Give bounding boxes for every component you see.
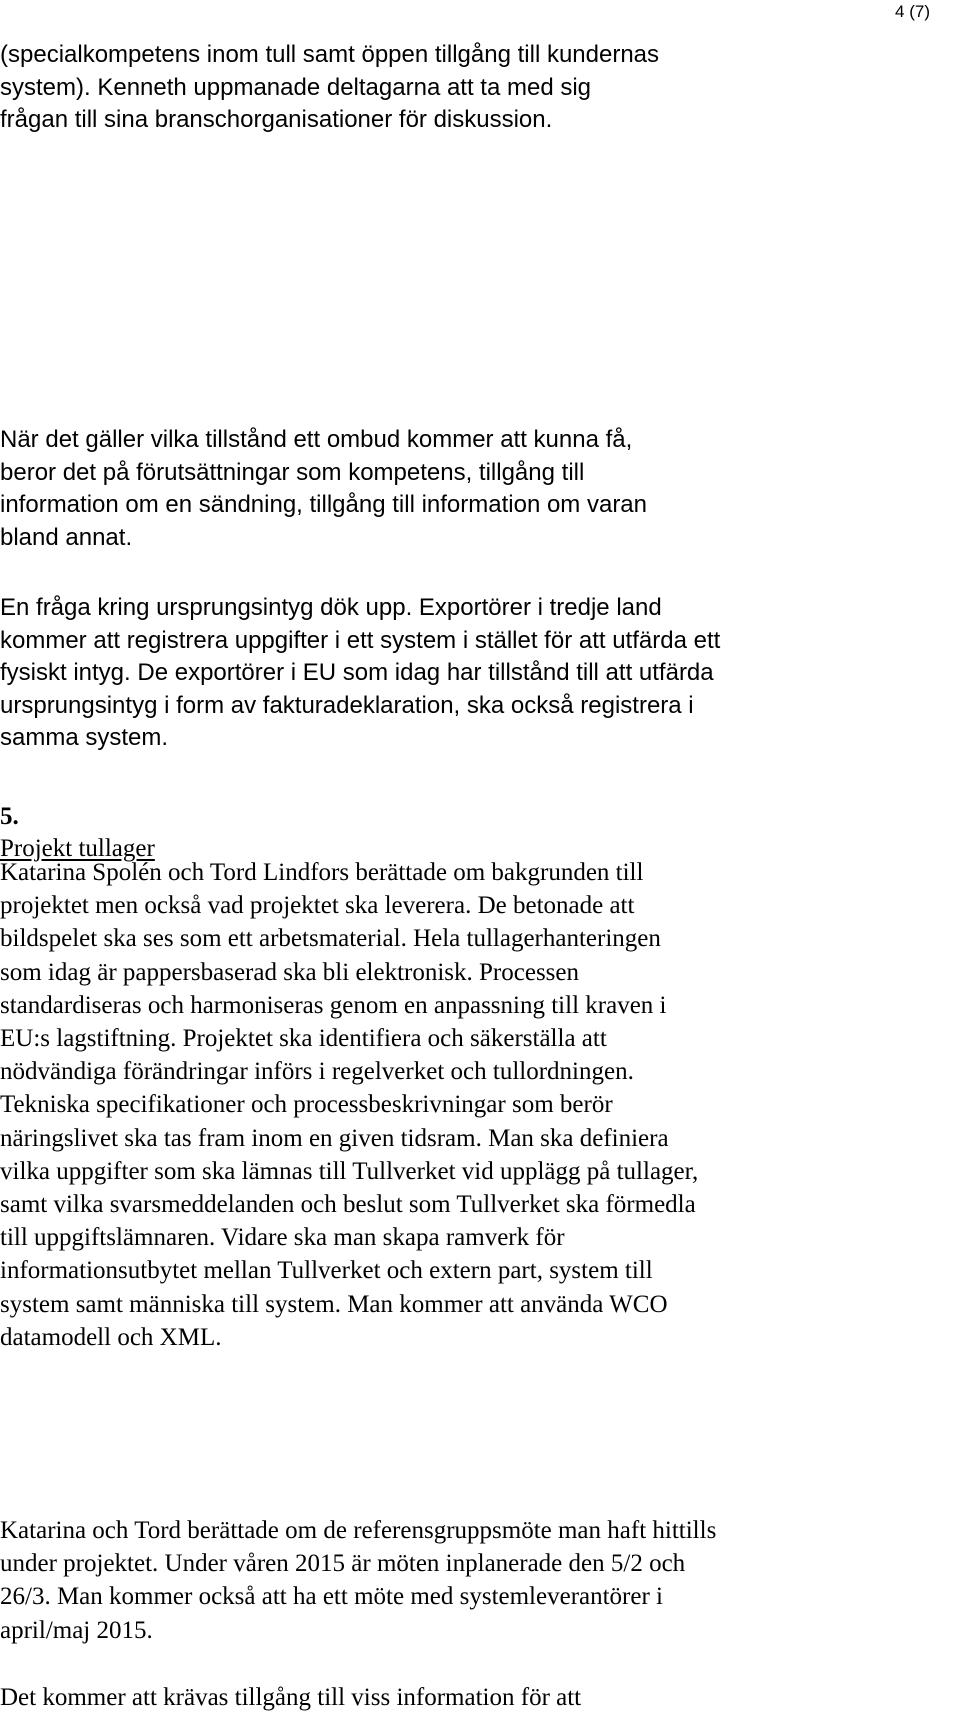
section-number: 5. bbox=[0, 803, 19, 830]
paragraph-reference-meetings: Katarina och Tord berättade om de referensgruppsmöte man haft hittills under projektet. Under våren 2015 är möten inplanerade den 5/2 och 26/3. Man kommer också att ha ett möte med systemleverantörer i april/maj 2015. bbox=[0, 1517, 717, 1644]
paragraph-specialist-access: (specialkompetens inom tull samt öppen tillgång till kundernas system). Kenneth uppmanade deltagarna att ta med sig frågan till sina branschorganisationer för diskussion. bbox=[0, 41, 660, 134]
paragraph-origin-certificate: En fråga kring ursprungsintyg dök upp. Exportörer i tredje land kommer att registrera uppgifter i ett system i stället för att utfärda ett fysiskt intyg. De exportörer i EU som idag har tillstånd till att utfärda ursprungsintyg i form av fakturadeklaration, ska också registrera i samma system. bbox=[0, 594, 721, 752]
page-number: 4 (7) bbox=[895, 2, 930, 21]
paragraph-agent-permits: När det gäller vilka tillstånd ett ombud kommer att kunna få, beror det på förutsättningar som kompetens, tillgång till information om en sändning, tillgång till information om varan bland annat. bbox=[0, 426, 648, 551]
section-title: Projekt tullager bbox=[0, 835, 155, 862]
paragraph-information-access: Det kommer att krävas tillgång till viss information för att bbox=[0, 1684, 582, 1711]
paragraph-project-description: Katarina Spolén och Tord Lindfors berättade om bakgrunden till projektet men också vad projektet ska leverera. De betonade att bildspelet ska ses som ett arbetsmaterial. Hela tullagerhanteringen som idag är pappersbaserad ska bli elektronisk. Processen standardiseras och harmoniseras genom en anpassning till kraven i EU:s lagstiftning. Projektet ska identifiera och säkerställa att nödvändiga förändringar införs i regelverket och tullordningen. Tekniska specifikationer och processbeskrivningar som berör näringslivet ska tas fram inom en given tidsram. Man ska definiera vilka uppgifter som ska lämnas till Tullverket vid upplägg på tullager, samt vilka svarsmeddelanden och beslut som Tullverket ska förmedla till uppgiftslämnaren. Vidare ska man skapa ramverk för informationsutbytet mellan Tullverket och extern part, system till system samt människa till system. Man kommer att använda WCO datamodell och XML. bbox=[0, 859, 699, 1351]
